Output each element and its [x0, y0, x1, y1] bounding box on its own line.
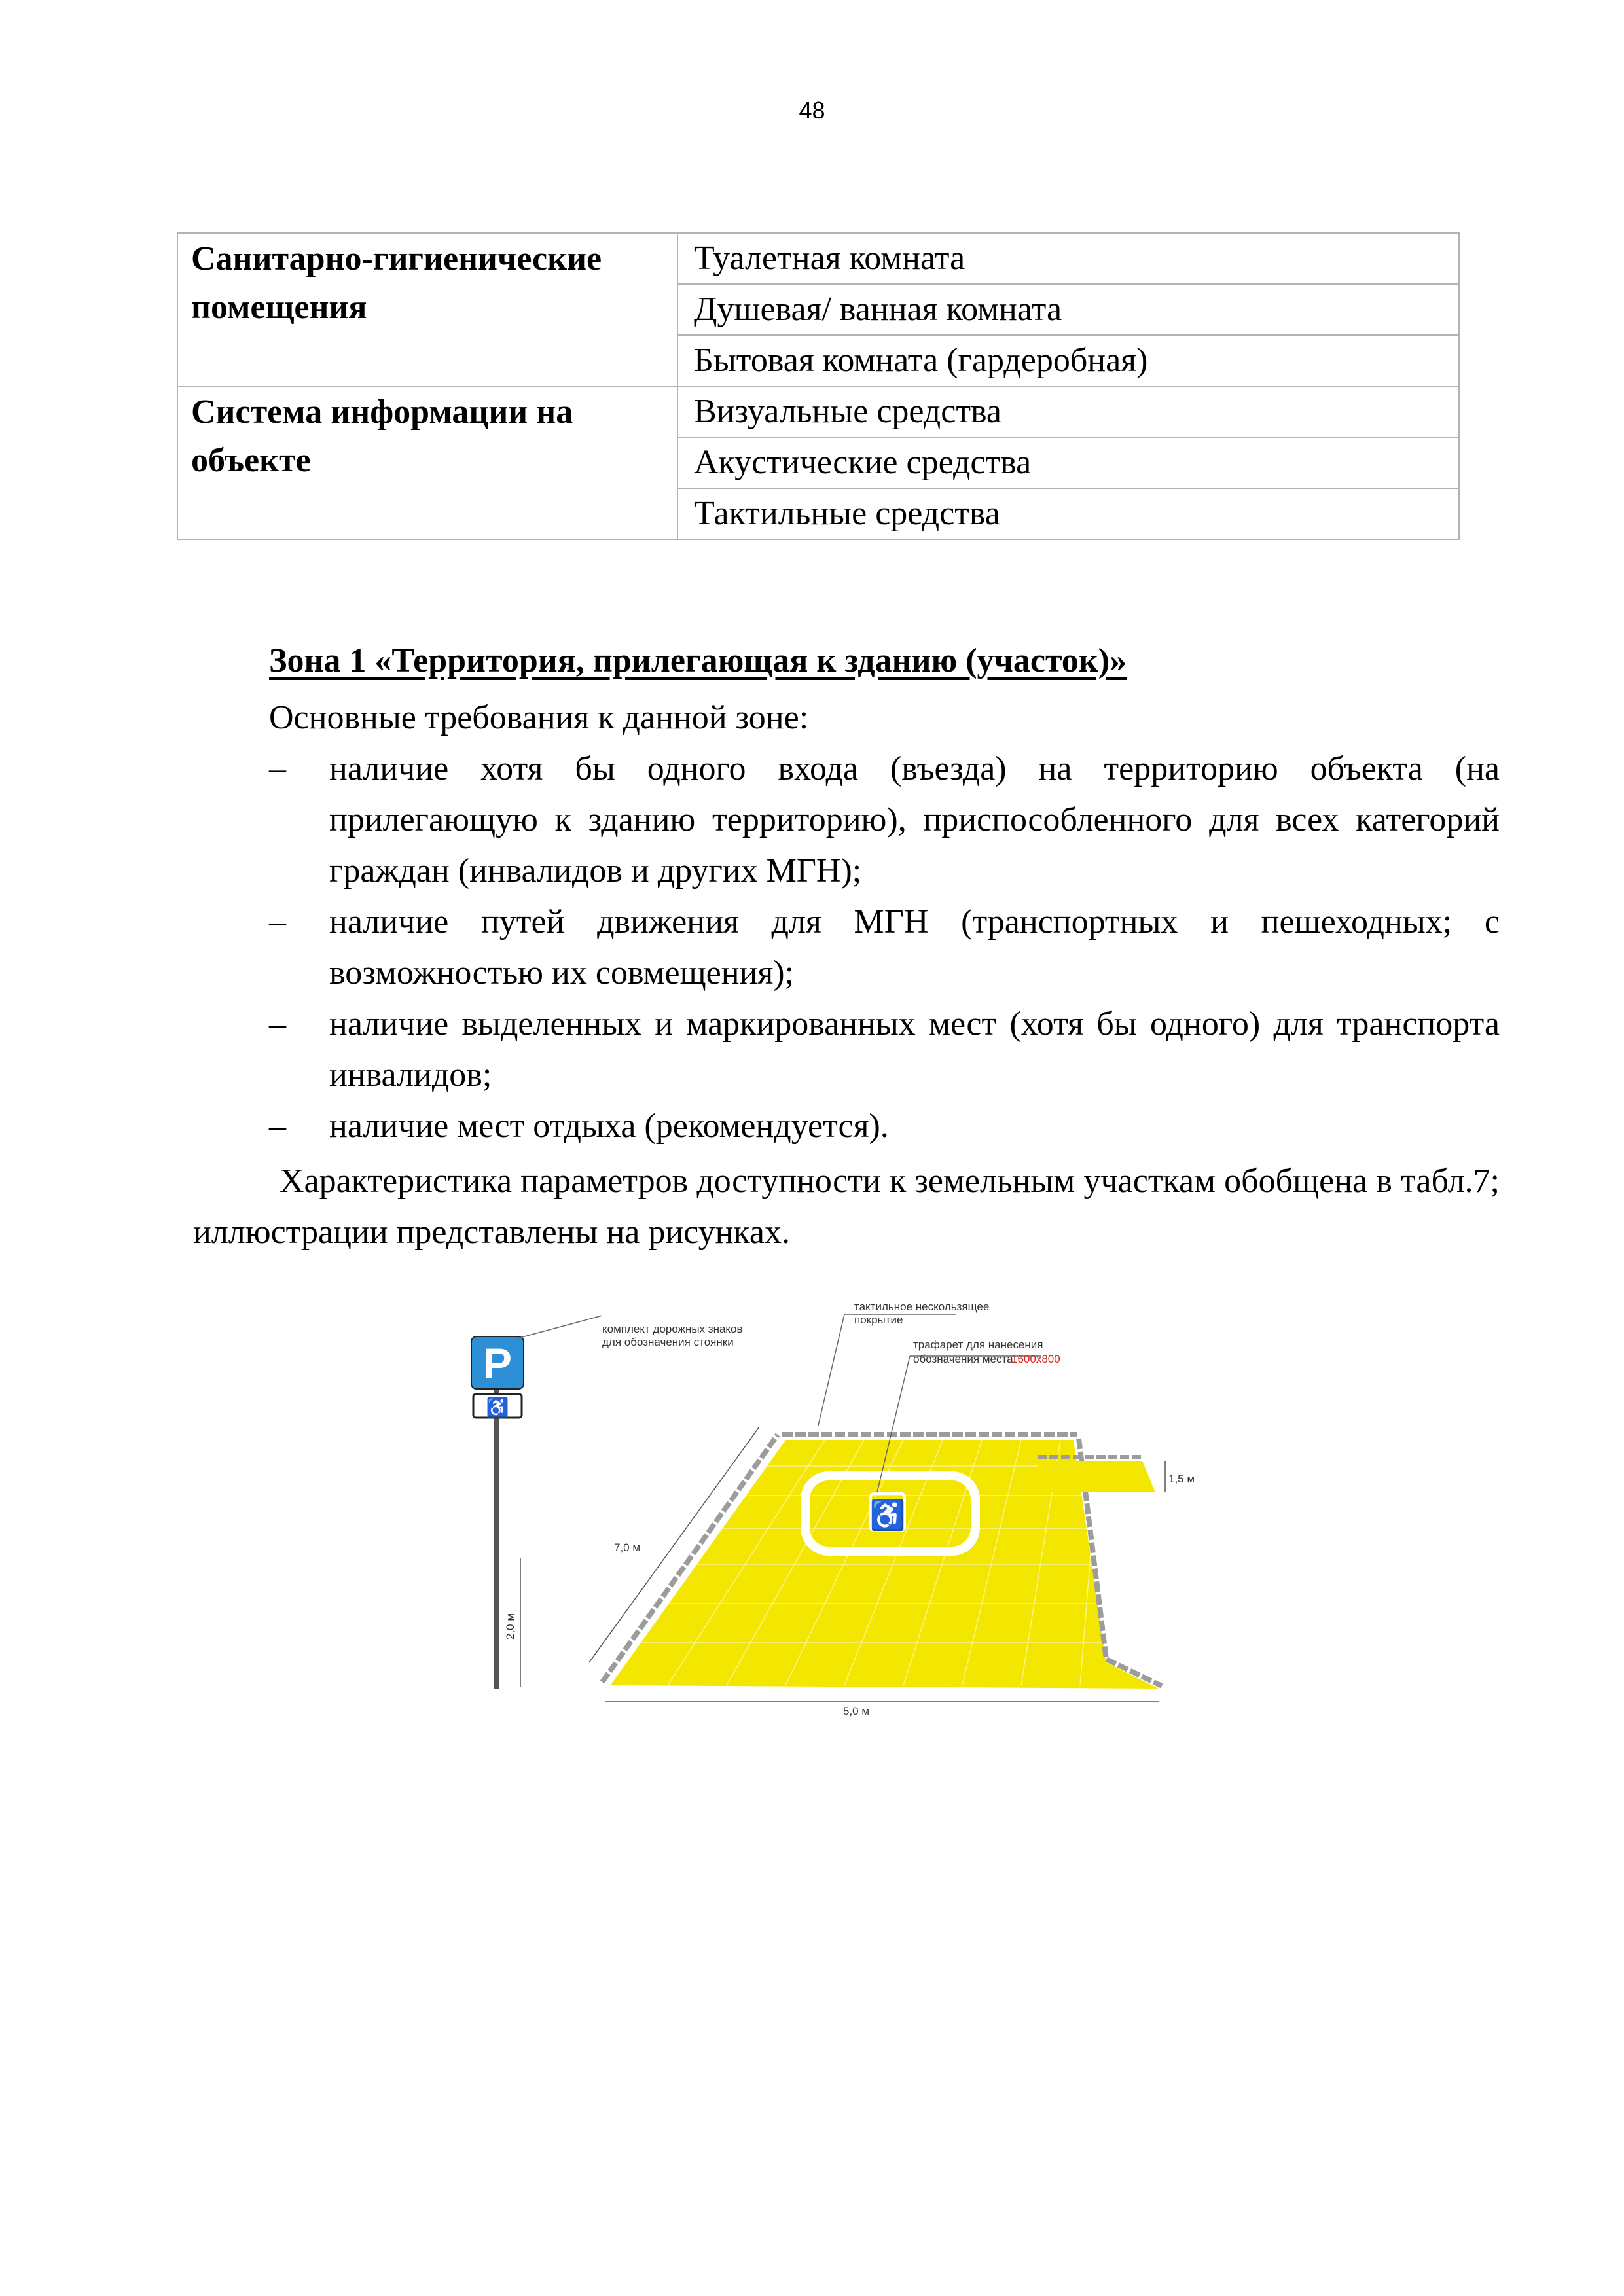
label-tactile-line-1: тактильное нескользящее	[854, 1300, 990, 1313]
page-number: 48	[799, 97, 825, 124]
dimension-length: 7,0 м	[614, 1541, 641, 1554]
table-category-cell: Система информации на объекте	[177, 386, 677, 539]
list-item	[269, 897, 1500, 999]
list-item	[269, 744, 1500, 897]
table-item-cell: Туалетная комната	[677, 233, 1459, 284]
table-row	[177, 386, 1459, 437]
wheelchair-icon: ♿	[486, 1398, 509, 1418]
dimension-height: 2,0 м	[504, 1613, 516, 1640]
tactile-path	[1038, 1461, 1155, 1492]
list-item	[269, 1101, 1500, 1152]
label-stencil-size: 1600х800	[1011, 1353, 1060, 1365]
table-item-cell: Душевая/ ванная комната	[677, 284, 1459, 335]
parking-sign-letter: P	[482, 1339, 513, 1388]
table-item-cell: Тактильные средства	[677, 488, 1459, 539]
dash-bullet: –	[269, 903, 286, 941]
label-signs-line-1: комплект дорожных знаков	[602, 1323, 743, 1335]
table-item-cell: Бытовая комната (гардеробная)	[677, 335, 1459, 386]
list-item-text: наличие хотя бы одного входа (въезда) на территорию объекта (на прилегающую к зданию территорию), приспособленного для всех категорий граждан (инвалидов и других МГН);	[329, 750, 1500, 889]
list-item	[269, 999, 1500, 1101]
dimension-width: 5,0 м	[843, 1705, 870, 1717]
dash-bullet: –	[269, 750, 286, 787]
label-stencil-line-1: трафарет для нанесения	[913, 1338, 1043, 1351]
parking-space-illustration	[452, 1296, 1195, 1754]
label-tactile-line-2: покрытие	[854, 1314, 903, 1326]
requirements-table	[177, 232, 1460, 540]
wheelchair-icon: ♿	[869, 1499, 906, 1532]
dimension-path: 1,5 м	[1168, 1473, 1195, 1485]
table-item-cell: Визуальные средства	[677, 386, 1459, 437]
dash-bullet: –	[269, 1005, 286, 1043]
zone-intro: Основные требования к данной зоне:	[269, 699, 809, 736]
table-category-cell: Санитарно-гигиенические помещения	[177, 233, 677, 386]
label-stencil-line-2: обозначения места	[913, 1353, 1013, 1365]
list-item-text: наличие мест отдыха (рекомендуется).	[329, 1107, 889, 1145]
zone-title: Зона 1 «Территория, прилегающая к зданию (участок)»	[269, 642, 1127, 679]
requirements-list	[269, 744, 1500, 1152]
list-item-text: наличие выделенных и маркированных мест (хотя бы одного) для транспорта инвалидов;	[329, 1005, 1500, 1094]
dash-bullet: –	[269, 1107, 286, 1145]
list-item-text: наличие путей движения для МГН (транспортных и пешеходных; с возможностью их совмещения);	[329, 903, 1500, 992]
label-signs-line-2: для обозначения стоянки	[602, 1336, 734, 1348]
table-item-cell: Акустические средства	[677, 437, 1459, 488]
summary-paragraph: Характеристика параметров доступности к земельным участкам обобщена в табл.7; иллюстрации представлены на рисунках.	[193, 1162, 1500, 1251]
table-row	[177, 233, 1459, 284]
